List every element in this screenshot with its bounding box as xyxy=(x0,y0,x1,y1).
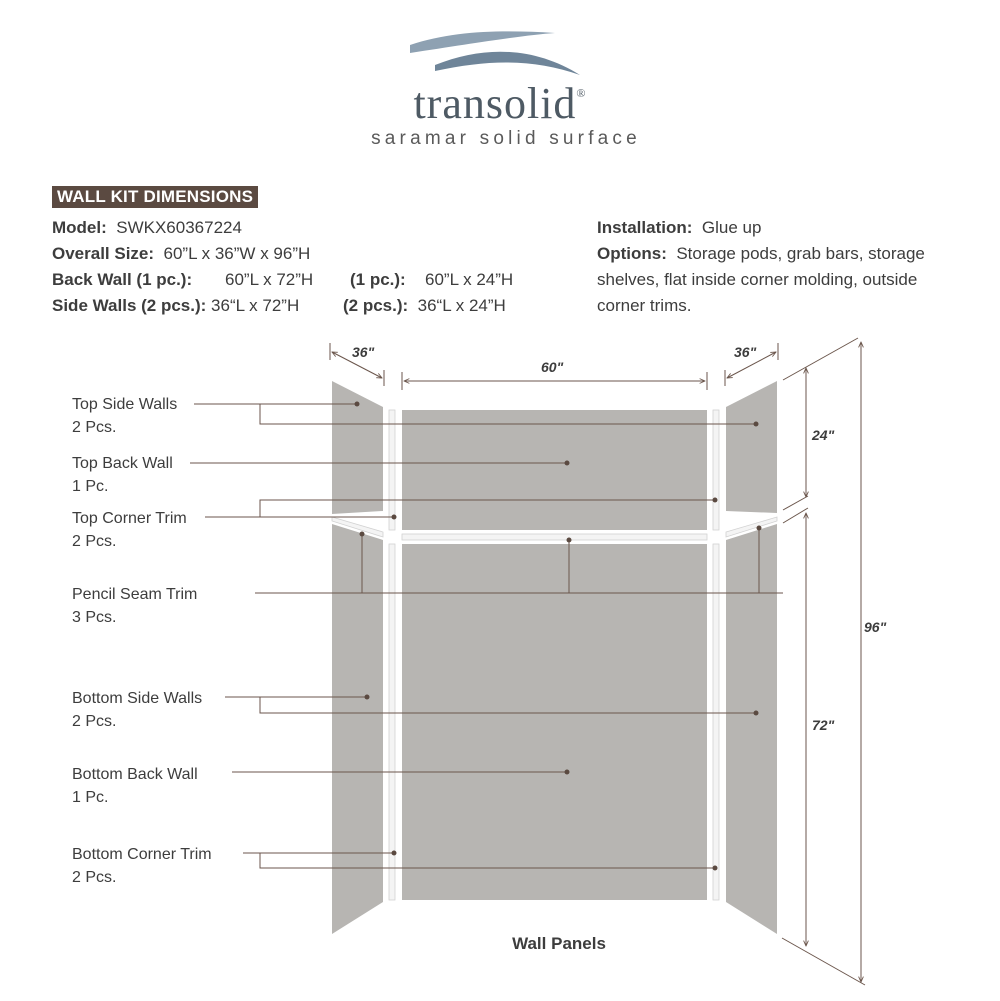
callout-pencil-seam-trim: Pencil Seam Trim 3 Pcs. xyxy=(72,586,198,626)
spec-options: Options: Storage pods, grab bars, storage xyxy=(597,244,925,263)
dim-label-top-height: 24" xyxy=(812,427,835,443)
spec-installation: Installation: Glue up xyxy=(597,218,762,237)
spec-back-wall-top: (1 pc.): xyxy=(350,270,406,289)
top-left-side-wall xyxy=(332,381,383,514)
bottom-right-side-wall xyxy=(726,524,777,934)
callout-bottom-corner-trim: Bottom Corner Trim 2 Pcs. xyxy=(72,846,212,886)
callout-top-back-wall: Top Back Wall 1 Pc. xyxy=(72,455,173,495)
callout-bottom-back-wall: Bottom Back Wall 1 Pc. xyxy=(72,766,198,806)
dim-label-left-side: 36" xyxy=(352,344,375,360)
right-top-corner-trim xyxy=(713,410,719,530)
back-pencil-seam-trim xyxy=(402,534,707,540)
top-back-wall xyxy=(402,410,707,530)
bottom-back-wall xyxy=(402,544,707,900)
left-top-corner-trim xyxy=(389,410,395,530)
section-title: WALL KIT DIMENSIONS xyxy=(52,186,258,208)
callout-top-corner-trim: Top Corner Trim 2 Pcs. xyxy=(72,510,187,550)
spec-back-wall-value: 60”L x 72”H xyxy=(225,270,314,289)
spec-side-walls: Side Walls (2 pcs.): 36“L x 72”H xyxy=(52,296,300,315)
spec-side-walls-top: (2 pcs.): 36“L x 24”H xyxy=(343,296,506,315)
dim-label-total-height: 96" xyxy=(864,619,887,635)
dim-label-back: 60" xyxy=(541,359,564,375)
dim-label-bottom-height: 72" xyxy=(812,717,835,733)
callout-top-side-walls: Top Side Walls 2 Pcs. xyxy=(72,396,178,436)
spec-back-wall-top-value: 60”L x 24”H xyxy=(425,270,514,289)
brand-name: transolid® xyxy=(413,79,587,128)
spec-model: Model: SWKX60367224 xyxy=(52,218,242,237)
top-right-side-wall xyxy=(726,381,777,513)
dim-label-right-side: 36" xyxy=(734,344,757,360)
diagram-caption: Wall Panels xyxy=(512,934,606,953)
callout-bottom-side-walls: Bottom Side Walls 2 Pcs. xyxy=(72,690,203,730)
right-bottom-corner-trim xyxy=(713,544,719,900)
spec-overall-size: Overall Size: 60”L x 36”W x 96”H xyxy=(52,244,311,263)
spec-options-line3: corner trims. xyxy=(597,296,692,315)
left-bottom-corner-trim xyxy=(389,544,395,900)
spec-back-wall: Back Wall (1 pc.): xyxy=(52,270,193,289)
bottom-left-side-wall xyxy=(332,524,383,934)
brand-tagline: saramar solid surface xyxy=(371,128,641,149)
spec-options-line2: shelves, flat inside corner molding, outside xyxy=(597,270,918,289)
